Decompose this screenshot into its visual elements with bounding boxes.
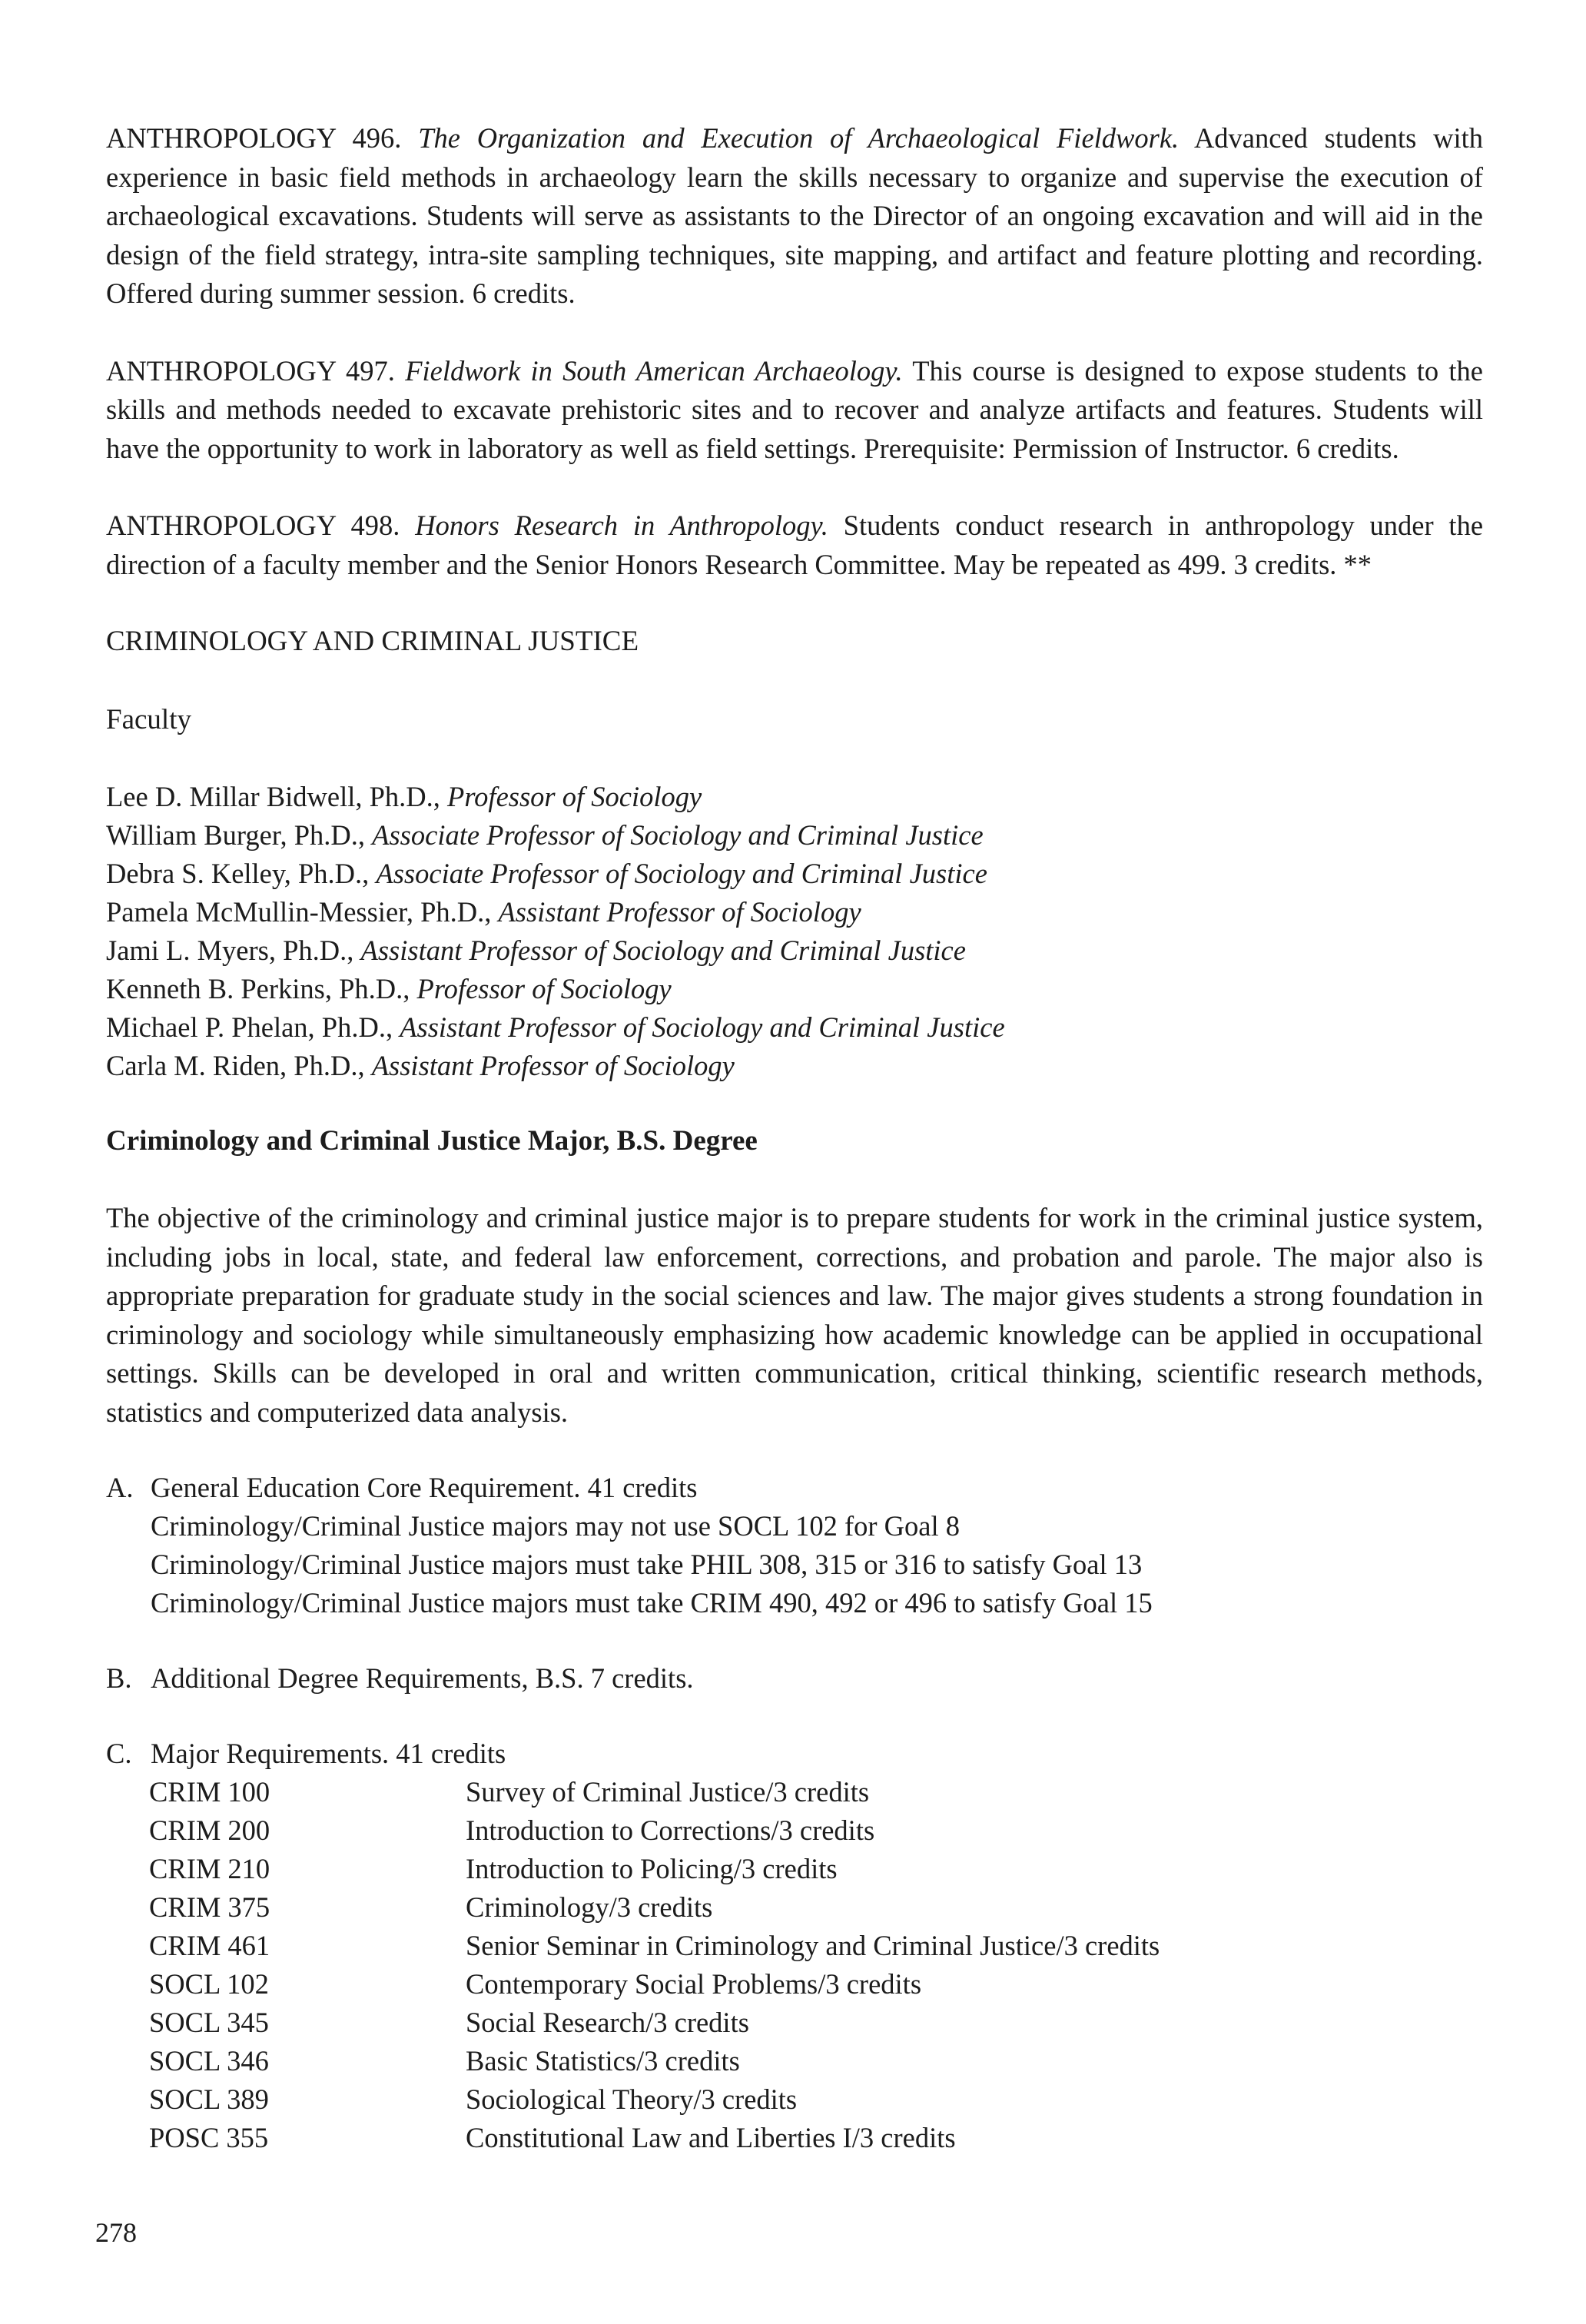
table-row xyxy=(149,1850,1160,1888)
major-heading: Criminology and Criminal Justice Major, B.S. Degree xyxy=(106,1125,758,1157)
course-number: ANTHROPOLOGY 497. xyxy=(106,354,395,387)
faculty-member xyxy=(106,778,1483,816)
requirement-text: Additional Degree Requirements, B.S. 7 credits. xyxy=(151,1662,694,1694)
catalog-page xyxy=(106,119,1483,2157)
course-description: This course is designed to expose students to the skills and methods needed to excavate prehistoric sites and to recover and analyze artifacts and features. Students will have the opportunity to work in laboratory as well as field settings. Prerequisite: Permission of Instructor. 6 credits. xyxy=(106,354,1484,464)
requirement-text: General Education Core Requirement. 41 credits xyxy=(151,1472,698,1503)
course-name: Introduction to Corrections/3 credits xyxy=(466,1814,875,1846)
faculty-member xyxy=(106,816,1483,855)
course-name: Introduction to Policing/3 credits xyxy=(466,1853,838,1884)
course-number: ANTHROPOLOGY 496. xyxy=(106,122,402,154)
course-code: CRIM 375 xyxy=(149,1891,270,1923)
faculty-member xyxy=(106,970,1483,1008)
course-description: Students conduct research in anthropology under the direction of a faculty member and the Senior Honors Research Committee. May be repeated as 499. 3 credits. ** xyxy=(106,510,1484,580)
requirement-b xyxy=(106,1659,1483,1698)
table-row xyxy=(149,2119,1160,2157)
course-code: CRIM 200 xyxy=(149,1814,270,1846)
course-name: Survey of Criminal Justice/3 credits xyxy=(466,1776,870,1808)
requirement-a xyxy=(106,1469,1483,1622)
faculty-name: Michael P. Phelan, Ph.D., xyxy=(106,1011,393,1043)
course-title: The Organization and Execution of Archaeological Fieldwork. xyxy=(418,122,1180,154)
faculty-name: Kenneth B. Perkins, Ph.D., xyxy=(106,973,410,1004)
faculty-name: William Burger, Ph.D., xyxy=(106,819,366,851)
requirement-note: Criminology/Criminal Justice majors must take CRIM 490, 492 or 496 to satisfy Goal 15 xyxy=(151,1587,1153,1618)
table-row xyxy=(149,1927,1160,1965)
faculty-name: Debra S. Kelley, Ph.D., xyxy=(106,858,370,889)
faculty-title: Assistant Professor of Sociology xyxy=(371,1050,735,1081)
course-name: Social Research/3 credits xyxy=(466,2007,749,2038)
table-row xyxy=(149,1811,1160,1850)
faculty-member xyxy=(106,893,1483,931)
table-row xyxy=(149,1773,1160,1811)
faculty-member xyxy=(106,931,1483,970)
course-name: Sociological Theory/3 credits xyxy=(466,2083,798,2115)
course-name: Constitutional Law and Liberties I/3 credits xyxy=(466,2122,956,2153)
course-code: SOCL 102 xyxy=(149,1968,269,2000)
course-name: Criminology/3 credits xyxy=(466,1891,713,1923)
requirement-c xyxy=(106,1735,1483,2157)
course-code: CRIM 461 xyxy=(149,1930,270,1961)
faculty-name: Lee D. Millar Bidwell, Ph.D., xyxy=(106,781,440,812)
faculty-title: Associate Professor of Sociology and Criminal Justice xyxy=(376,858,987,889)
section-heading: CRIMINOLOGY AND CRIMINAL JUSTICE xyxy=(106,626,639,657)
course-description: Advanced students with experience in basic field methods in archaeology learn the skills necessary to organize and supervise the execution of archaeological excavations. Students will serve as assistants to the Director of an ongoing excavation and will aid in the design of the field strategy, intra-site sampling techniques, site mapping, and artifact and feature plotting and recording. Offered during summer session. 6 credits. xyxy=(106,122,1483,309)
faculty-title: Assistant Professor of Sociology and Criminal Justice xyxy=(360,935,966,966)
course-anth-496 xyxy=(106,119,1483,314)
faculty-heading: Faculty xyxy=(106,704,191,735)
requirement-text: Major Requirements. 41 credits xyxy=(151,1738,506,1769)
course-code: SOCL 389 xyxy=(149,2083,269,2115)
faculty-title: Assistant Professor of Sociology and Criminal Justice xyxy=(400,1011,1005,1043)
course-name: Basic Statistics/3 credits xyxy=(466,2045,740,2077)
course-code: POSC 355 xyxy=(149,2122,269,2153)
course-code: SOCL 346 xyxy=(149,2045,269,2077)
course-anth-498 xyxy=(106,506,1483,584)
table-row xyxy=(149,1965,1160,2004)
course-title: Honors Research in Anthropology. xyxy=(415,510,828,541)
faculty-name: Carla M. Riden, Ph.D., xyxy=(106,1050,365,1081)
faculty-member xyxy=(106,1008,1483,1047)
faculty-name: Jami L. Myers, Ph.D., xyxy=(106,935,354,966)
major-objective: The objective of the criminology and criminal justice major is to prepare students for work in the criminal justice system, including jobs in local, state, and federal law enforcement, corrections, and probation and parole. The major also is appropriate preparation for graduate study in the social sciences and law. The major gives students a strong foundation in criminology and sociology while simultaneously emphasizing how academic knowledge can be applied in occupational settings. Skills can be developed in oral and written communication, critical thinking, scientific research methods, statistics and computerized data analysis. xyxy=(106,1202,1483,1428)
faculty-list xyxy=(106,778,1483,1085)
course-title: Fieldwork in South American Archaeology. xyxy=(405,354,903,387)
table-row xyxy=(149,2042,1160,2080)
course-name: Senior Seminar in Criminology and Criminal Justice/3 credits xyxy=(466,1930,1160,1961)
requirement-letter: A. xyxy=(106,1472,134,1503)
faculty-name: Pamela McMullin-Messier, Ph.D., xyxy=(106,896,492,928)
table-row xyxy=(149,1888,1160,1927)
course-anth-497 xyxy=(106,352,1483,469)
course-code: CRIM 210 xyxy=(149,1853,270,1884)
table-row xyxy=(149,2080,1160,2119)
requirement-letter: C. xyxy=(106,1738,132,1769)
requirement-note: Criminology/Criminal Justice majors must take PHIL 308, 315 or 316 to satisfy Goal 13 xyxy=(151,1549,1143,1580)
requirement-note: Criminology/Criminal Justice majors may not use SOCL 102 for Goal 8 xyxy=(151,1510,960,1542)
faculty-title: Associate Professor of Sociology and Criminal Justice xyxy=(372,819,984,851)
faculty-title: Professor of Sociology xyxy=(447,781,702,812)
course-name: Contemporary Social Problems/3 credits xyxy=(466,1968,922,2000)
requirement-letter: B. xyxy=(106,1662,132,1694)
course-code: CRIM 100 xyxy=(149,1776,270,1808)
faculty-title: Assistant Professor of Sociology xyxy=(498,896,861,928)
course-code: SOCL 345 xyxy=(149,2007,269,2038)
faculty-title: Professor of Sociology xyxy=(416,973,672,1004)
faculty-member xyxy=(106,855,1483,893)
course-number: ANTHROPOLOGY 498. xyxy=(106,510,400,541)
major-course-table xyxy=(149,1773,1160,2157)
page-number: 278 xyxy=(95,2217,137,2248)
table-row xyxy=(149,2004,1160,2042)
requirement-notes xyxy=(151,1507,1483,1622)
faculty-member xyxy=(106,1047,1483,1085)
